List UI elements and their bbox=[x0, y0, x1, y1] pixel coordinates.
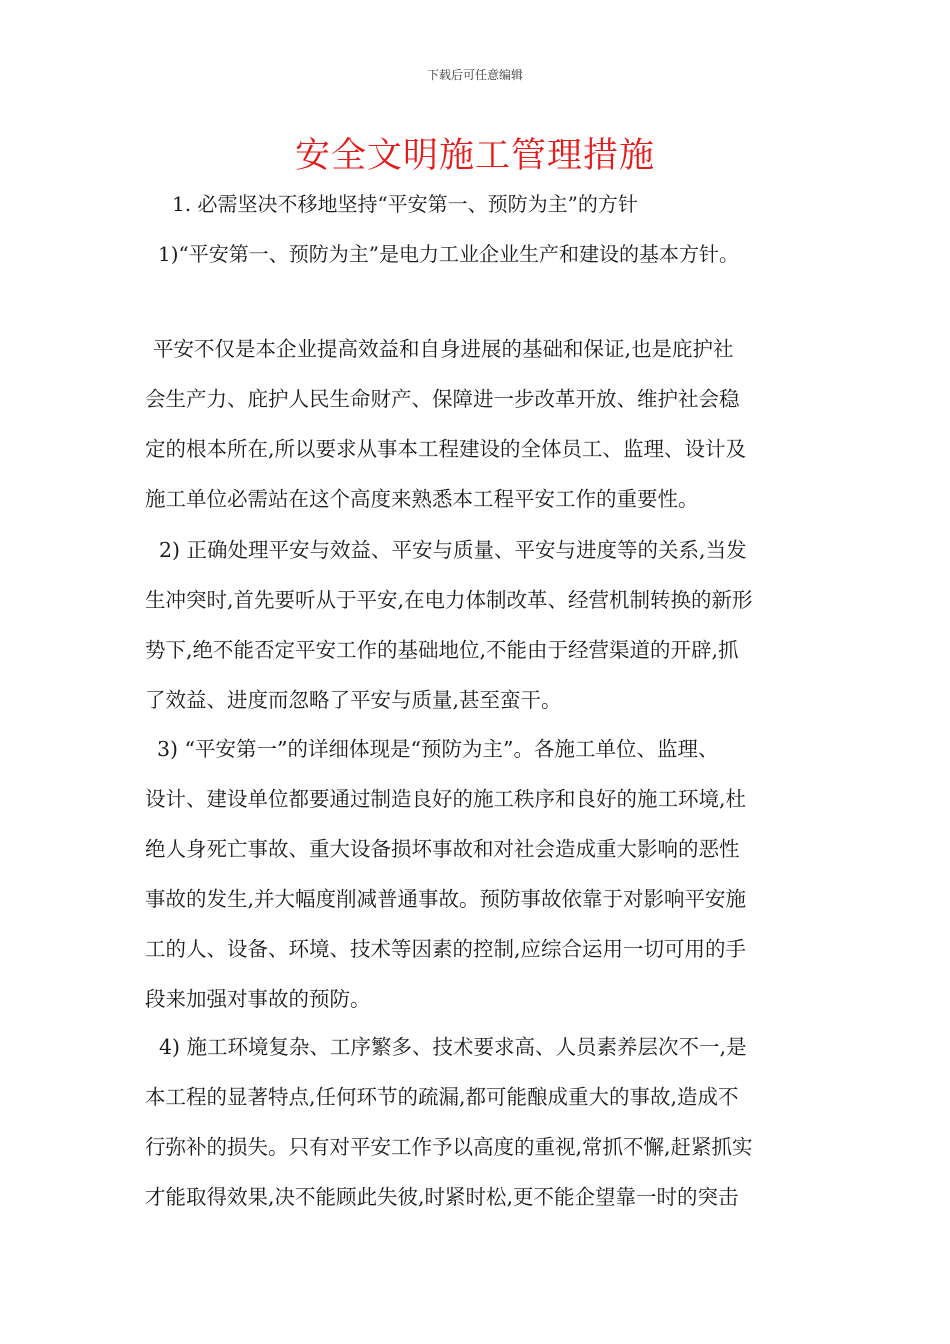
paragraph-line: 2) 正确处理平安与效益、平安与质量、平安与进度等的关系,当发 bbox=[159, 538, 747, 562]
paragraph-1 bbox=[145, 324, 810, 524]
paragraph-line: 了效益、进度而忽略了平安与质量,甚至蛮干。 bbox=[145, 688, 562, 712]
paragraph-2 bbox=[145, 525, 810, 725]
paragraph-line: 平安不仅是本企业提高效益和自身进展的基础和保证,也是庇护社 bbox=[153, 337, 734, 361]
paragraph-line: 工的人、设备、环境、技术等因素的控制,应综合运用一切可用的手 bbox=[145, 937, 747, 961]
paragraph-line: 会生产力、庇护人民生命财产、保障进一步改革开放、维护社会稳 bbox=[145, 387, 740, 411]
paragraph-line: 定的根本所在,所以要求从事本工程建设的全体员工、监理、设计及 bbox=[145, 437, 747, 461]
paragraph-line: 事故的发生,并大幅度削减普通事故。预防事故依靠于对影响平安施 bbox=[145, 887, 747, 911]
paragraph-line: 绝人身死亡事故、重大设备损坏事故和对社会造成重大影响的恶性 bbox=[145, 837, 740, 861]
document-title: 安全文明施工管理措施 bbox=[294, 136, 655, 176]
paragraph-line: 施工单位必需站在这个高度来熟悉本工程平安工作的重要性。 bbox=[145, 487, 699, 511]
paragraph-line: 3) “平安第一”的详细体现是“预防为主”。各施工单位、监理、 bbox=[157, 737, 719, 761]
section-heading: 1. 必需坚决不移地坚持“平安第一、预防为主”的方针 bbox=[172, 192, 638, 216]
paragraph-line: 生冲突时,首先要听从于平安,在电力体制改革、经营机制转换的新形 bbox=[145, 588, 753, 612]
paragraph-line: 行弥补的损失。只有对平安工作予以高度的重视,常抓不懈,赶紧抓实 bbox=[145, 1135, 753, 1159]
subsection-heading: 1)“平安第一、预防为主”是电力工业企业生产和建设的基本方针。 bbox=[158, 242, 739, 266]
paragraph-line: 设计、建设单位都要通过制造良好的施工秩序和良好的施工环境,杜 bbox=[145, 787, 747, 811]
paragraph-line: 本工程的显著特点,任何环节的疏漏,都可能酿成重大的事故,造成不 bbox=[145, 1085, 739, 1109]
paragraph-line: 势下,绝不能否定平安工作的基础地位,不能由于经营渠道的开辟,抓 bbox=[145, 638, 739, 662]
header-note: 下载后可任意编辑 bbox=[426, 68, 523, 82]
paragraph-3 bbox=[145, 724, 810, 1024]
paragraph-line: 4) 施工环境复杂、工序繁多、技术要求高、人员素养层次不一,是 bbox=[159, 1035, 747, 1059]
paragraph-line: 才能取得效果,决不能顾此失彼,时紧时松,更不能企望靠一时的突击 bbox=[145, 1185, 739, 1209]
paragraph-4 bbox=[145, 1022, 810, 1222]
paragraph-line: 段来加强对事故的预防。 bbox=[145, 987, 371, 1011]
